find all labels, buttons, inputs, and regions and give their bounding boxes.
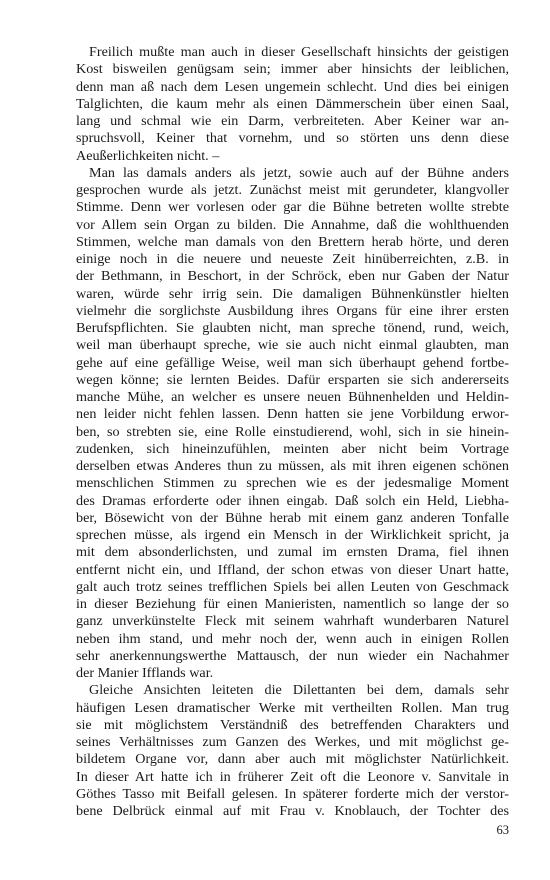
- text-line: galt auch trotz seines trefflichen Spiels bei allen Leuten von Geschmack: [76, 578, 509, 595]
- text-line: seines Verhältnisses zum Ganzen des Werkes, und mit möglichst ge-: [76, 734, 509, 750]
- text-line: Freilich mußte man auch in dieser Gesellschaft hinsichts der geistigen: [89, 44, 509, 60]
- text-line: in dieser Beziehung für einen Manieristen, namentlich so lange der so: [76, 596, 509, 612]
- paragraph: [76, 44, 509, 165]
- paragraph: [76, 682, 509, 820]
- text-line: entfernt nicht ein, und Iffland, der schon etwas von dieser Unart hatte,: [76, 561, 509, 578]
- text-line: bene Delbrück einmal auf mit Frau v. Knoblauch, der Tochter des: [76, 803, 509, 819]
- text-line: ben, so strebten sie, eine Rolle einstudierend, wohl, sich in sie hinein-: [76, 423, 509, 440]
- text-line: sehr anerkennungswerthe Mattausch, der nun wieder ein Nachahmer: [76, 647, 509, 664]
- text-line: menschlichen Stimmen zu sprechen wie es der jedesmalige Moment: [76, 475, 509, 492]
- text-line: einige noch in die neuere und neueste Zeit hinüberreichten, z.B. in: [76, 251, 509, 267]
- text-line: der Manier Ifflands war.: [76, 665, 214, 681]
- text-line: zudenken, sich hineinzufühlen, meinten aber nicht beim Vortrage: [76, 440, 509, 457]
- text-line: lang und schmal wie ein Darm, verbreiteten. Aber Keiner war an-: [76, 113, 509, 129]
- text-line: gesprochen wurde als jetzt. Zunächst meist mit gerundeter, klangvoller: [76, 182, 509, 198]
- text-line: Göthes Tasso mit Beifall gelesen. In späterer forderte mich der verstor-: [76, 785, 509, 802]
- text-line: spruchsvoll, Keiner that vornehm, und so störten uns denn diese: [76, 130, 509, 147]
- text-line: Talglichten, die kaum mehr als einen Dämmerschein über einen Saal,: [76, 95, 509, 112]
- text-line: neben ihm stand, und mehr noch der, wenn auch in einigen Rollen: [76, 630, 509, 647]
- text-line: Kost bisweilen genügsam sein; immer aber hinsichts der leiblichen,: [76, 61, 509, 78]
- text-line: wegen könne; sie lernten Beides. Dafür ersparten sie sich andererseits: [76, 371, 509, 388]
- text-line: sie mit möglichstem Verständniß des betreffenden Charakters und: [76, 716, 509, 733]
- text-line: des Dramas erforderte oder ihnen eingab. Daß solch ein Held, Liebha-: [76, 492, 509, 509]
- text-line: waren, würde sehr irrig sein. Die damaligen Bühnenkünstler hielten: [76, 285, 509, 302]
- paragraph: [76, 165, 509, 683]
- text-line: manche Mühe, an welcher es unsere neuen Bühnenhelden und Heldin-: [76, 389, 509, 405]
- text-line: Man las damals anders als jetzt, sowie auch auf der Bühne anders: [89, 164, 509, 181]
- text-line: nen leider nicht fehlen lassen. Denn hatten sie jene Vorbildung erwor-: [76, 406, 509, 423]
- text-line: Berufspflichten. Sie glaubten nicht, man spreche tönend, rund, weich,: [76, 320, 509, 336]
- text-line: In dieser Art hatte ich in früherer Zeit oft die Leonore v. Sanvitale in: [76, 768, 509, 785]
- text-line: gehe auf eine gefällige Weise, weil man sich überhaupt gehend fortbe-: [76, 354, 509, 371]
- text-line: denn man aß nach dem Lesen ungemein schlecht. Und dies bei einigen: [76, 78, 509, 95]
- text-line: vielmehr die sorglichste Ausbildung ihres Organs für eine ihrer ersten: [76, 302, 509, 319]
- text-line: Stimmen, welche man damals von den Brettern herab hörte, und deren: [76, 233, 509, 250]
- text-line: ganz unverkünstelte Fleck mit seinem wahrhaft wunderbaren Naturel: [76, 613, 509, 630]
- text-line: mit dem absonderlichsten, und zumal im ernsten Drama, fiel ihnen: [76, 544, 509, 561]
- text-line: Gleiche Ansichten leiteten die Dilettanten bei dem, damals sehr: [89, 682, 509, 699]
- text-line: bildetem Organe vor, dann aber auch mit möglichster Natürlichkeit.: [76, 751, 509, 768]
- text-line: vor Allem sein Organ zu bilden. Die Annahme, daß die wohlthuenden: [76, 216, 509, 233]
- text-line: der Bethmann, in Beschort, in der Schröck, eben nur Gaben der Natur: [76, 268, 509, 285]
- text-line: Aeußerlichkeiten nicht. –: [76, 147, 220, 164]
- text-line: Stimme. Denn wer vorlesen oder gar die Bühne betreten wollte strebte: [76, 199, 509, 216]
- text-line: derselben etwas Anderes thun zu müssen, als mit ihren eigenen schönen: [76, 458, 509, 474]
- text-line: häufigen Lesen dramatischer Werke mit vertheilten Rollen. Man trug: [76, 699, 509, 716]
- text-line: sprechen müsse, als irgend ein Mensch in der Wirklichkeit spricht, ja: [76, 527, 509, 543]
- page-number: 63: [496, 823, 509, 837]
- text-line: ber, Bösewicht von der Bühne herab mit einem ganz anderen Tonfalle: [76, 509, 509, 526]
- text-line: weil man überhaupt spreche, wie sie auch nicht einmal glaubten, man: [76, 337, 509, 354]
- body-text: [76, 44, 509, 820]
